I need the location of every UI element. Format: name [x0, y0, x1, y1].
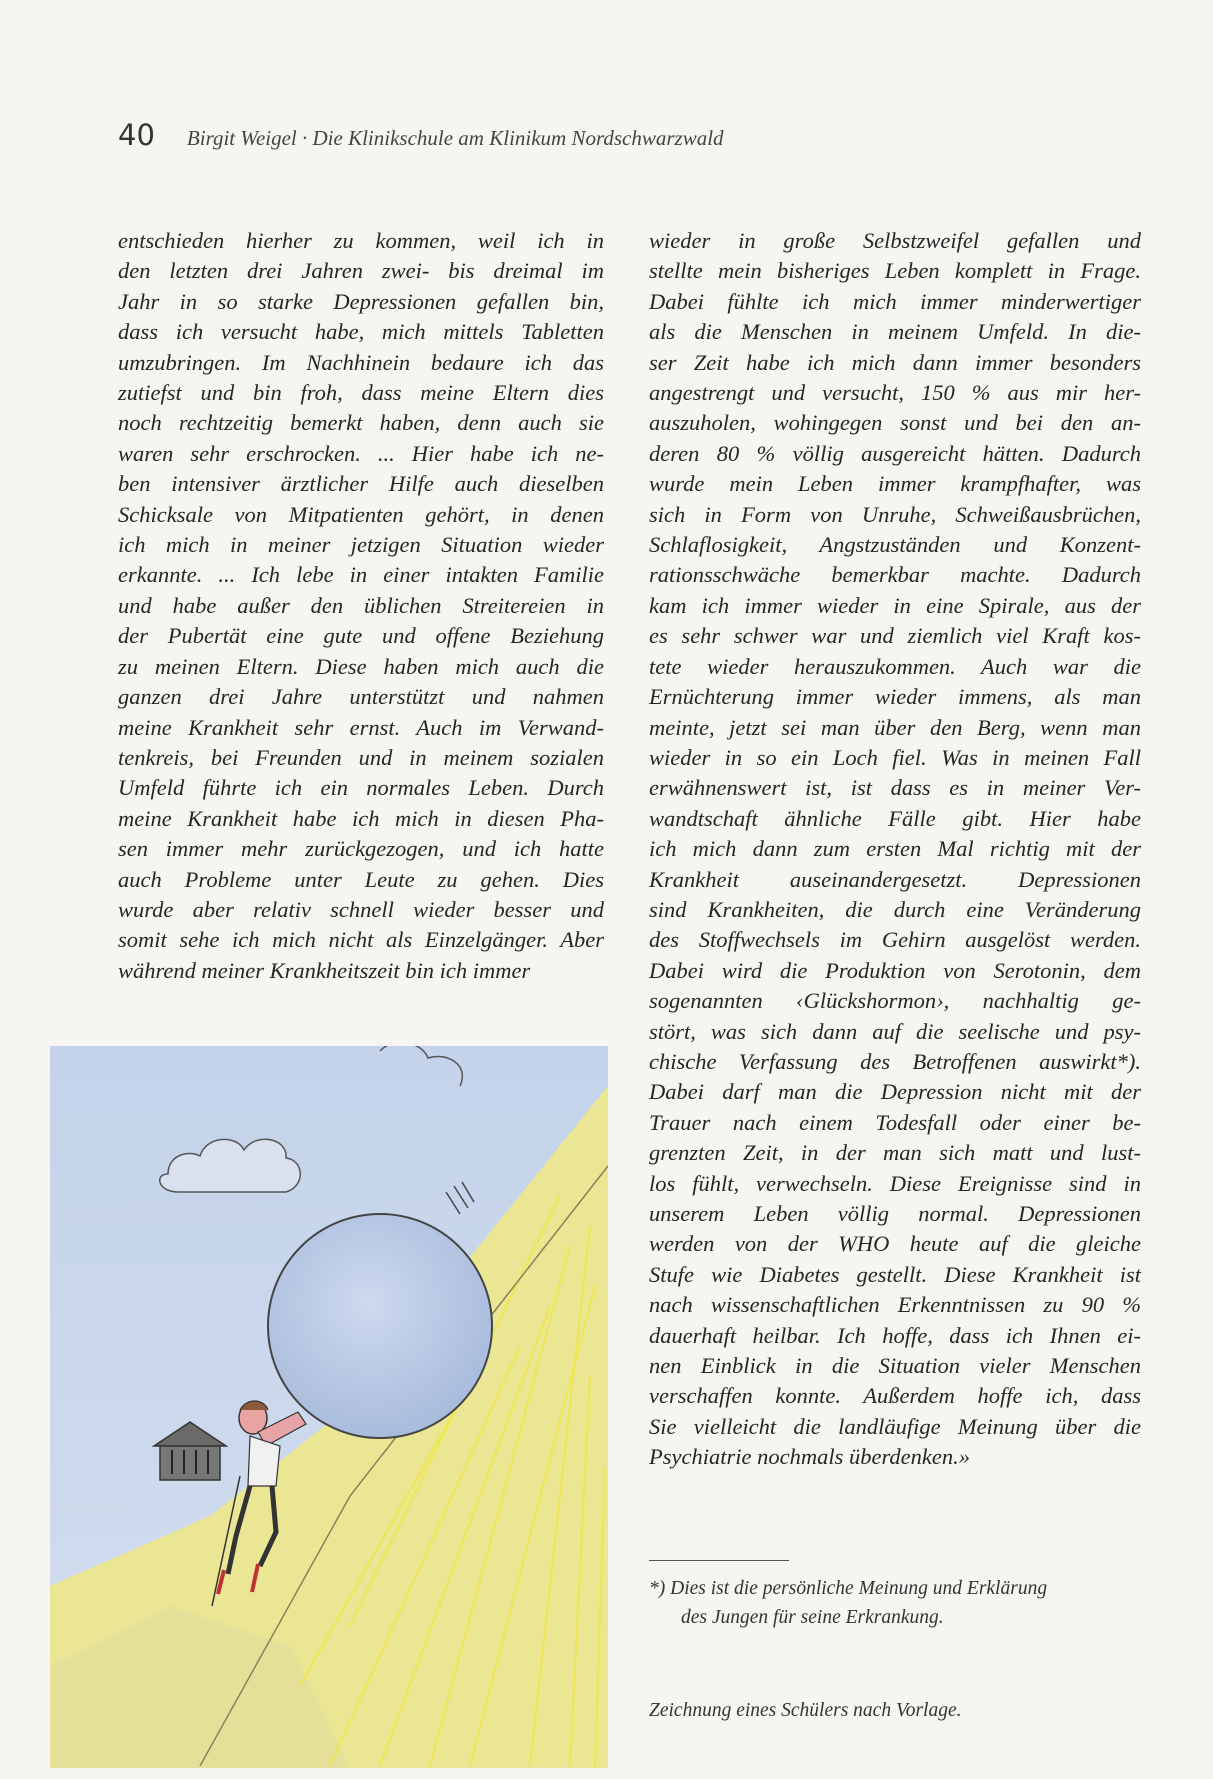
text-line: meine Krankheit sehr ernst. Auch im Verwand-: [118, 714, 604, 740]
text-line: erwähnenswert ist, ist dass es in meiner Ver-: [649, 775, 1141, 801]
text-line: wieder in große Selbstzweifel gefallen und: [649, 228, 1141, 253]
text-line: Psychiatrie nochmals überdenken.»: [649, 1444, 970, 1470]
text-line: meinte, jetzt sei man über den Berg, wenn man: [649, 714, 1141, 740]
text-line: noch rechtzeitig bemerkt haben, denn auch sie: [118, 410, 604, 436]
text-line: auch Probleme unter Leute zu gehen. Dies: [118, 866, 604, 892]
text-line: Stufe wie Diabetes gestellt. Diese Krankheit ist: [649, 1261, 1141, 1287]
text-line: verschaffen konnte. Außerdem hoffe ich, dass: [649, 1383, 1141, 1409]
text-line: somit sehe ich mich nicht als Einzelgänger. Aber: [118, 927, 604, 953]
text-line: sich in Form von Unruhe, Schweißausbrüchen,: [649, 501, 1141, 527]
footnote-line: des Jungen für seine Erkrankung.: [681, 1607, 944, 1628]
text-line: es sehr schwer war und ziemlich viel Kraft kos-: [649, 623, 1141, 649]
text-line: chische Verfassung des Betroffenen auswirkt*).: [649, 1048, 1141, 1074]
text-line: dass ich versucht habe, mich mittels Tabletten: [118, 319, 604, 345]
text-line: ich mich in meiner jetzigen Situation wieder: [118, 532, 604, 558]
text-line: Ernüchterung immer wieder immens, als man: [649, 684, 1141, 710]
footnote-rule: [649, 1560, 789, 1561]
text-line: Trauer nach einem Todesfall oder einer be-: [649, 1109, 1141, 1135]
text-line: tete wieder herauszukommen. Auch war die: [649, 653, 1141, 679]
text-line: unserem Leben völlig normal. Depressionen: [649, 1201, 1141, 1226]
page-number: 40: [118, 118, 155, 152]
text-line: sogenannten ‹Glückshormon›, nachhaltig ge-: [649, 988, 1141, 1014]
text-line: umzubringen. Im Nachhinein bedaure ich das: [118, 349, 604, 375]
figure-caption: Zeichnung eines Schülers nach Vorlage.: [649, 1700, 962, 1721]
text-line: ich mich dann zum ersten Mal richtig mit der: [649, 836, 1141, 862]
text-line: grenzten Zeit, in der man sich matt und lust-: [649, 1140, 1141, 1166]
text-line: Sie vielleicht die landläufige Meinung über die: [649, 1413, 1141, 1439]
text-line: los fühlt, verwechseln. Diese Ereignisse sind in: [649, 1170, 1141, 1196]
text-line: erkannte. ... Ich lebe in einer intakten Familie: [118, 562, 604, 588]
text-line: auszuholen, wohingegen sonst und bei den an-: [649, 410, 1141, 436]
text-line: zutiefst und bin froh, dass meine Eltern dies: [118, 380, 604, 406]
text-line: Schicksale von Mitpatienten gehört, in denen: [118, 501, 604, 527]
text-line: dauerhaft heilbar. Ich hoffe, dass ich Ihnen ei-: [649, 1322, 1141, 1348]
footnote: [649, 1574, 1141, 1632]
text-line: tenkreis, bei Freunden und in meinem sozialen: [118, 744, 604, 770]
text-line: Dabei fühlte ich mich immer minderwertiger: [649, 288, 1141, 314]
text-line: wurde mein Leben immer krampfhafter, was: [649, 471, 1141, 497]
text-line: als die Menschen in meinem Umfeld. In die-: [649, 319, 1141, 345]
text-line: Dabei darf man die Depression nicht mit der: [649, 1079, 1141, 1105]
text-line: und habe außer den üblichen Streitereien in: [118, 592, 604, 618]
right-text-column: [649, 226, 1141, 1473]
sisyphus-drawing: [50, 1046, 608, 1768]
text-line: meine Krankheit habe ich mich in diesen Pha-: [118, 805, 604, 831]
text-line: sen immer mehr zurückgezogen, und ich hatte: [118, 836, 604, 862]
running-head: Birgit Weigel · Die Klinikschule am Klinikum Nordschwarzwald: [186, 126, 724, 150]
text-line: nen Einblick in die Situation vieler Menschen: [649, 1353, 1141, 1379]
text-line: deren 80 % völlig ausgereicht hätten. Dadurch: [649, 440, 1141, 466]
text-line: waren sehr erschrocken. ... Hier habe ich ne-: [118, 440, 604, 466]
footnote-line: *) Dies ist die persönliche Meinung und Erklärung: [649, 1578, 1048, 1599]
text-line: wandtschaft ähnliche Fälle gibt. Hier habe: [649, 805, 1141, 831]
text-line: Schlaflosigkeit, Angstzuständen und Konzent-: [649, 532, 1141, 558]
text-line: ser Zeit habe ich mich dann immer besonders: [649, 349, 1141, 375]
text-line: ben intensiver ärztlicher Hilfe auch dieselben: [118, 471, 604, 497]
text-line: angestrengt und versucht, 150 % aus mir her-: [649, 380, 1141, 406]
text-line: ganzen drei Jahre unterstützt und nahmen: [118, 684, 604, 710]
text-line: Krankheit auseinandergesetzt. Depressionen: [649, 866, 1141, 892]
text-line: stört, was sich dann auf die seelische und psy-: [649, 1018, 1141, 1044]
text-line: des Stoffwechsels im Gehirn ausgelöst werden.: [649, 927, 1141, 953]
text-line: wieder in so ein Loch fiel. Was in meinen Fall: [649, 744, 1141, 770]
text-line: Umfeld führte ich ein normales Leben. Durch: [118, 775, 604, 801]
text-line: rationsschwäche bemerkbar machte. Dadurch: [649, 562, 1141, 588]
left-text-column: [118, 226, 604, 986]
text-line: Dabei wird die Produktion von Serotonin, dem: [649, 957, 1141, 983]
text-line: während meiner Krankheitszeit bin ich immer: [118, 957, 531, 983]
page-header: [118, 118, 724, 158]
boulder: [268, 1214, 492, 1438]
text-line: nach wissenschaftlichen Erkenntnissen zu 90 %: [649, 1292, 1141, 1318]
text-line: entschieden hierher zu kommen, weil ich in: [118, 228, 604, 253]
text-line: der Pubertät eine gute und offene Beziehung: [118, 623, 604, 649]
text-line: kam ich immer wieder in eine Spirale, aus der: [649, 592, 1141, 618]
text-line: werden von der WHO heute auf die gleiche: [649, 1231, 1141, 1257]
text-line: zu meinen Eltern. Diese haben mich auch die: [118, 653, 604, 679]
text-line: den letzten drei Jahren zwei- bis dreimal im: [118, 258, 604, 284]
text-line: sind Krankheiten, die durch eine Veränderung: [649, 896, 1141, 922]
text-line: stellte mein bisheriges Leben komplett in Frage.: [649, 258, 1141, 284]
text-line: wurde aber relativ schnell wieder besser und: [118, 896, 604, 922]
drawing-illustration: [50, 1046, 608, 1768]
text-line: Jahr in so starke Depressionen gefallen bin,: [118, 288, 604, 314]
